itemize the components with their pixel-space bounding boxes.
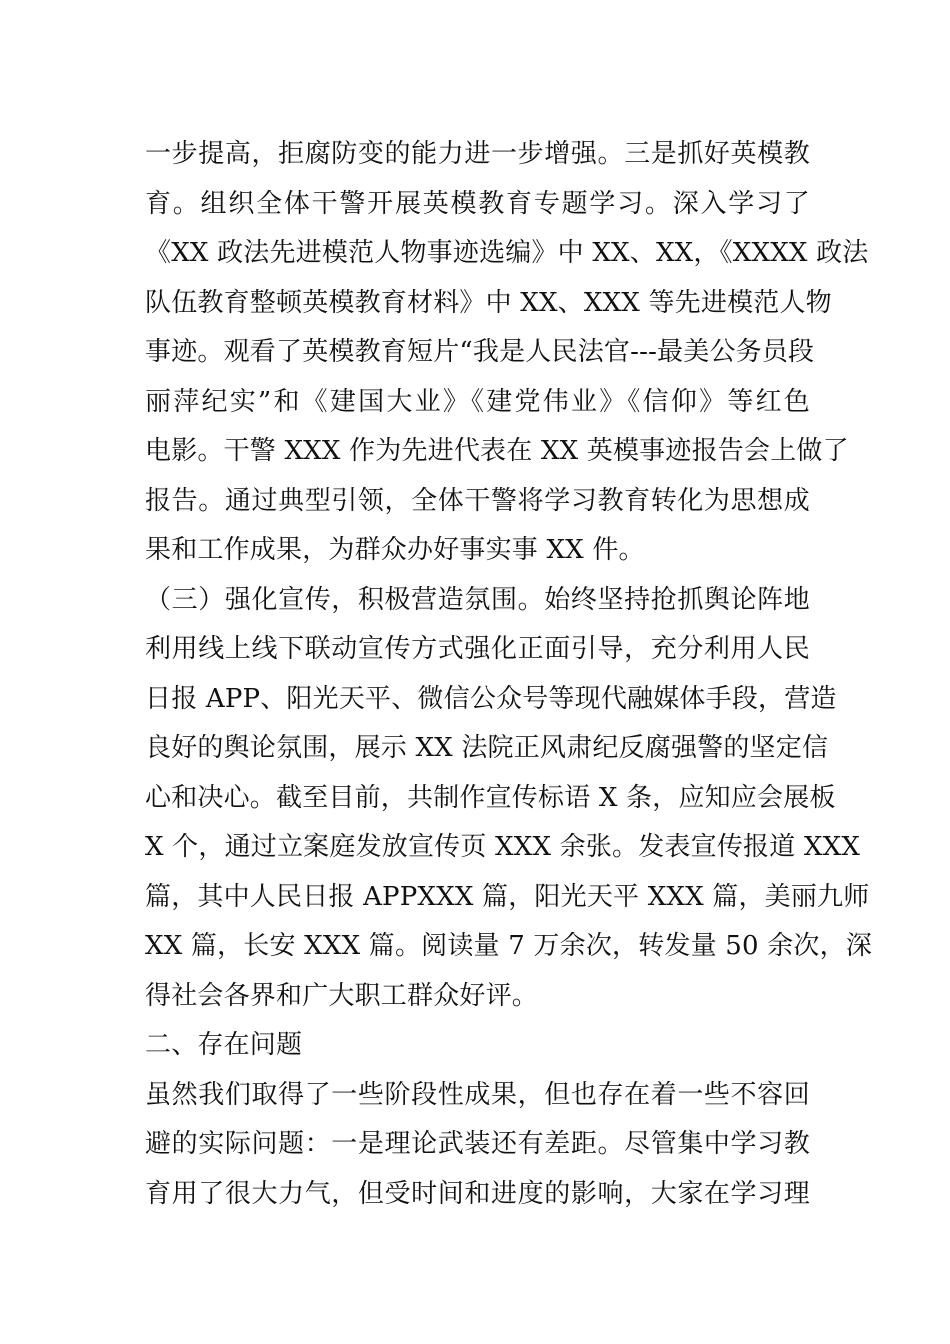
section-heading: 二、存在问题 [145,1030,303,1060]
text-line: 日报 APP、阳光天平、微信公众号等现代融媒体手段，营造 [145,684,837,714]
text-line: 虽然我们取得了一些阶段性成果，但也存在着一些不容回 [145,1080,810,1110]
text-line: 避的实际问题：一是理论武装还有差距。尽管集中学习教 [145,1129,810,1159]
text-line: 育。组织全体干警开展英模教育专题学习。深入学习了 [145,189,810,219]
text-line: 《XX 政法先进模范人物事迹选编》中 XX、XX，《XXXX 政法 [145,238,869,268]
text-line: 篇，其中人民日报 APPXXX 篇，阳光天平 XXX 篇，美丽九师 [145,882,870,912]
text-line: 丽萍纪实”和《建国大业》《建党伟业》《信仰》等红色 [145,387,810,417]
text-line: XX 篇，长安 XXX 篇。阅读量 7 万余次，转发量 50 余次，深 [145,931,873,961]
section-heading-line: （三）强化宣传，积极营造氛围。始终坚持抢抓舆论阵地 [145,585,810,615]
text-line: 报告。通过典型引领，全体干警将学习教育转化为思想成 [145,486,810,516]
text-line: 得社会各界和广大职工群众好评。 [145,981,539,1011]
text-line: 电影。干警 XXX 作为先进代表在 XX 英模事迹报告会上做了 [145,436,849,466]
text-line: 心和决心。截至目前，共制作宣传标语 X 条，应知应会展板 [145,783,836,813]
text-line: 良好的舆论氛围，展示 XX 法院正风肃纪反腐强警的坚定信 [145,733,829,763]
text-line: 事迹。观看了英模教育短片“我是人民法官---最美公务员段 [145,337,815,367]
text-line: 果和工作成果，为群众办好事实事 XX 件。 [145,535,645,565]
text-line: 育用了很大力气，但受时间和进度的影响，大家在学习理 [145,1179,810,1209]
text-line: X 个，通过立案庭发放宣传页 XXX 余张。发表宣传报道 XXX [145,832,861,862]
text-line: 一步提高，拒腐防变的能力进一步增强。三是抓好英模教 [145,139,810,169]
text-line: 利用线上线下联动宣传方式强化正面引导，充分利用人民 [145,634,810,664]
text-line: 队伍教育整顿英模教育材料》中 XX、XXX 等先进模范人物 [145,288,832,318]
